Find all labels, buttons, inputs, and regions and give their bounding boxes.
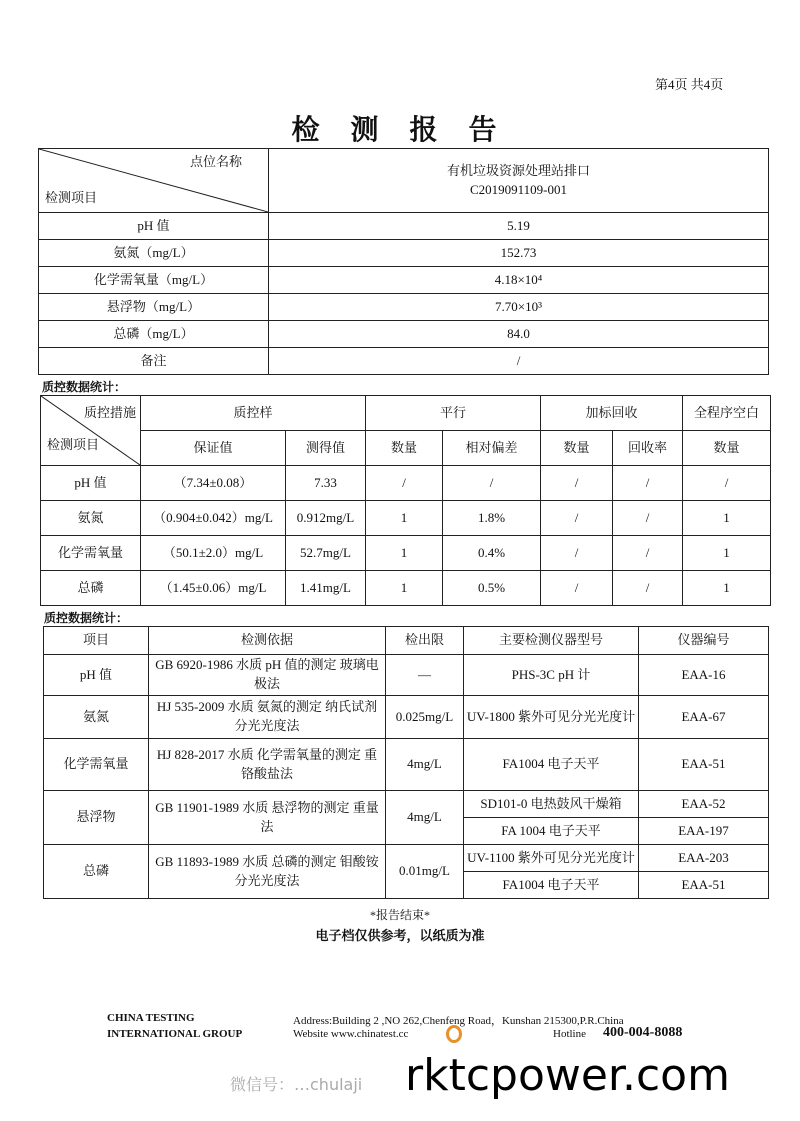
table-row	[44, 845, 769, 872]
table-row	[44, 739, 769, 791]
table-row	[39, 321, 769, 348]
method-item: 悬浮物	[44, 791, 149, 845]
result-item: 化学需氧量（mg/L）	[39, 267, 269, 294]
qc-value: （1.45±0.06）mg/L	[141, 571, 286, 606]
method-limit: 4mg/L	[386, 739, 464, 791]
qc-value: /	[541, 536, 613, 571]
qc-value: /	[541, 466, 613, 501]
qc-value: 52.7mg/L	[286, 536, 366, 571]
qc-value: 1	[683, 571, 771, 606]
qc-group-header: 平行	[366, 396, 541, 431]
qc-value: 1	[683, 536, 771, 571]
instrument-model: FA 1004 电子天平	[464, 818, 639, 845]
method-item: pH 值	[44, 655, 149, 696]
qc-value: /	[366, 466, 443, 501]
site-cell	[269, 149, 769, 213]
instrument-model: SD101-0 电热鼓风干燥箱	[464, 791, 639, 818]
page-number: 第4页 共4页	[655, 77, 724, 92]
qc-subheader: 数量	[366, 431, 443, 466]
instrument-model: PHS-3C pH 计	[464, 655, 639, 696]
qc-value: /	[613, 466, 683, 501]
instrument-id: EAA-51	[639, 739, 769, 791]
table-row	[41, 571, 771, 606]
table-row	[44, 791, 769, 818]
qc-value: /	[541, 501, 613, 536]
table-row	[39, 348, 769, 375]
methods-header: 检出限	[386, 627, 464, 655]
qc-item: 化学需氧量	[41, 536, 141, 571]
qc-value: /	[443, 466, 541, 501]
methods-header: 仪器编号	[639, 627, 769, 655]
qc-group-header: 质控样	[141, 396, 366, 431]
method-limit: —	[386, 655, 464, 696]
method-basis: HJ 535-2009 水质 氨氮的测定 纳氏试剂分光光度法	[149, 696, 386, 739]
instrument-id: EAA-203	[639, 845, 769, 872]
qc-value: 1	[366, 501, 443, 536]
result-value: 84.0	[269, 321, 769, 348]
method-item: 氨氮	[44, 696, 149, 739]
page-title: 检 测 报 告	[291, 115, 509, 146]
result-value: 5.19	[269, 213, 769, 240]
qc-item: 总磷	[41, 571, 141, 606]
qc-value: （7.34±0.08）	[141, 466, 286, 501]
company-logo-icon	[446, 1025, 462, 1043]
table-row	[39, 240, 769, 267]
qc-value: 0.5%	[443, 571, 541, 606]
instrument-id: EAA-51	[639, 872, 769, 899]
result-item: 备注	[39, 348, 269, 375]
qc-item: 氨氮	[41, 501, 141, 536]
method-limit: 0.01mg/L	[386, 845, 464, 899]
method-item: 化学需氧量	[44, 739, 149, 791]
table-row	[44, 696, 769, 739]
qc-value: /	[541, 571, 613, 606]
method-limit: 0.025mg/L	[386, 696, 464, 739]
company-name-line1: CHINA TESTING	[107, 1012, 195, 1024]
method-basis: GB 11901-1989 水质 悬浮物的测定 重量法	[149, 791, 386, 845]
methods-table	[43, 626, 769, 899]
qc-subheader: 数量	[683, 431, 771, 466]
result-item: 氨氮（mg/L）	[39, 240, 269, 267]
company-address: Address:Building 2 ,NO 262,Chenfeng Road，Kunshan 215300,P.R.China	[293, 1015, 624, 1027]
qc-item: pH 值	[41, 466, 141, 501]
methods-header: 主要检测仪器型号	[464, 627, 639, 655]
table-row	[41, 536, 771, 571]
method-basis: GB 6920-1986 水质 pH 值的测定 玻璃电极法	[149, 655, 386, 696]
instrument-model: UV-1100 紫外可见分光光度计	[464, 845, 639, 872]
instrument-id: EAA-197	[639, 818, 769, 845]
result-value: 7.70×10³	[269, 294, 769, 321]
qc-subheader: 回收率	[613, 431, 683, 466]
table-row	[39, 294, 769, 321]
qc-table	[40, 395, 771, 606]
qc-value: /	[613, 536, 683, 571]
instrument-id: EAA-67	[639, 696, 769, 739]
site-name: 有机垃圾资源处理站排口	[446, 162, 590, 178]
qc-value: 1.41mg/L	[286, 571, 366, 606]
qc-value: 1	[366, 571, 443, 606]
result-value: 4.18×10⁴	[269, 267, 769, 294]
sample-id: C2019091109-001	[469, 181, 568, 197]
qc-header-item: 检测项目	[47, 437, 100, 452]
qc-value: 1.8%	[443, 501, 541, 536]
instrument-id: EAA-16	[639, 655, 769, 696]
instrument-model: FA1004 电子天平	[464, 739, 639, 791]
methods-section-title: 质控数据统计：	[44, 611, 129, 625]
methods-header: 项目	[44, 627, 149, 655]
qc-value: /	[613, 571, 683, 606]
wechat-watermark: 微信号：…chulaji	[230, 1075, 363, 1094]
table-row	[44, 655, 769, 696]
table-row	[39, 213, 769, 240]
table-row	[41, 501, 771, 536]
results-table	[38, 148, 769, 375]
qc-value: （0.904±0.042）mg/L	[141, 501, 286, 536]
table-row	[41, 466, 771, 501]
result-item: 总磷（mg/L）	[39, 321, 269, 348]
qc-header-measure: 质控措施	[83, 405, 136, 420]
qc-value: 0.912mg/L	[286, 501, 366, 536]
header-site-label: 点位名称	[189, 154, 242, 169]
result-item: pH 值	[39, 213, 269, 240]
qc-section-title: 质控数据统计：	[42, 380, 127, 394]
qc-value: 1	[683, 501, 771, 536]
qc-subheader: 相对偏差	[443, 431, 541, 466]
result-value: /	[269, 348, 769, 375]
instrument-id: EAA-52	[639, 791, 769, 818]
methods-header: 检测依据	[149, 627, 386, 655]
qc-subheader: 测得值	[286, 431, 366, 466]
qc-value: （50.1±2.0）mg/L	[141, 536, 286, 571]
qc-value: 0.4%	[443, 536, 541, 571]
diagonal-header-cell	[39, 149, 269, 213]
method-item: 总磷	[44, 845, 149, 899]
qc-diagonal-header	[41, 396, 141, 466]
qc-value: /	[613, 501, 683, 536]
company-website: Website www.chinatest.cc	[293, 1028, 409, 1040]
result-value: 152.73	[269, 240, 769, 267]
end-note: *报告结束*	[369, 908, 430, 922]
method-basis: GB 11893-1989 水质 总磷的测定 钼酸铵分光光度法	[149, 845, 386, 899]
hotline-label: Hotline	[553, 1028, 586, 1040]
header-item-label: 检测项目	[45, 190, 98, 206]
instrument-model: FA1004 电子天平	[464, 872, 639, 899]
qc-subheader: 保证值	[141, 431, 286, 466]
qc-value: /	[683, 466, 771, 501]
qc-group-header: 加标回收	[541, 396, 683, 431]
disclaimer: 电子档仅供参考，以纸质为准	[315, 928, 485, 943]
qc-value: 7.33	[286, 466, 366, 501]
method-basis: HJ 828-2017 水质 化学需氧量的测定 重铬酸盐法	[149, 739, 386, 791]
result-item: 悬浮物（mg/L）	[39, 294, 269, 321]
qc-group-header: 全程序空白	[683, 396, 771, 431]
method-limit: 4mg/L	[386, 791, 464, 845]
hotline-number: 400-004-8088	[603, 1025, 683, 1040]
site-watermark: rktcpower.com	[405, 1050, 730, 1101]
qc-subheader: 数量	[541, 431, 613, 466]
table-row	[39, 267, 769, 294]
qc-value: 1	[366, 536, 443, 571]
company-name-line2: INTERNATIONAL GROUP	[107, 1028, 243, 1040]
instrument-model: UV-1800 紫外可见分光光度计	[464, 696, 639, 739]
